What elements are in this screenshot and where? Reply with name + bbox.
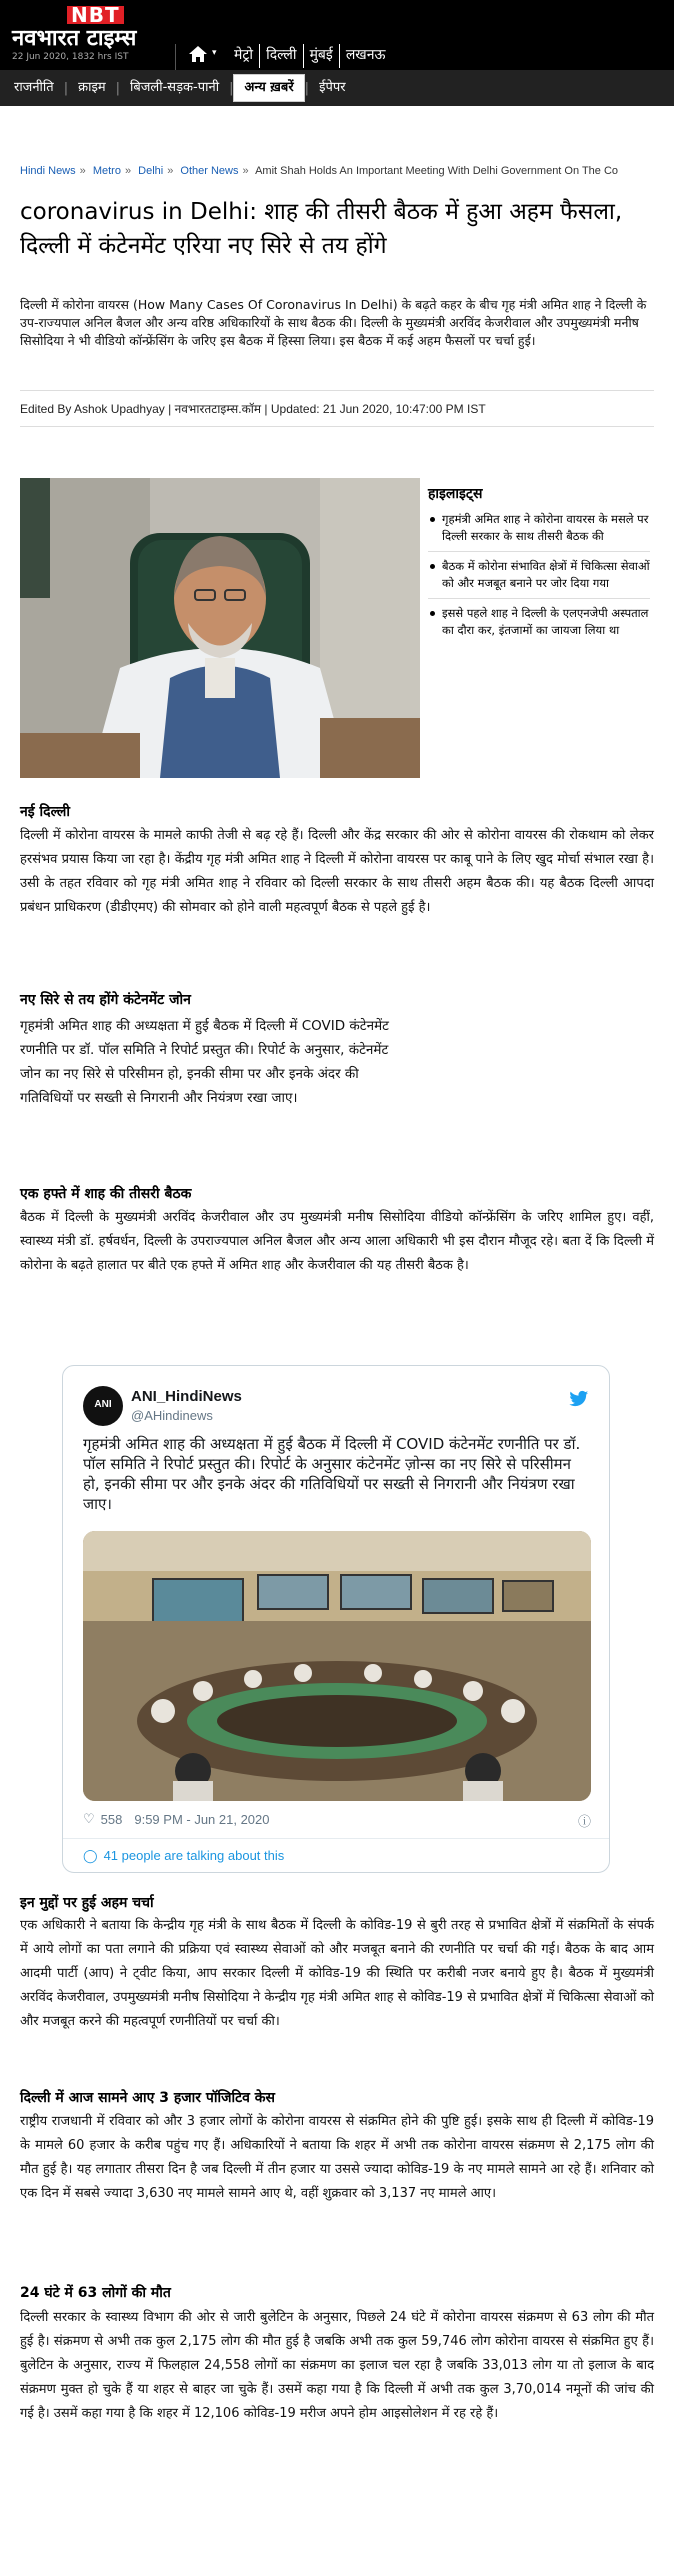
- tweet-conversation-link[interactable]: [63, 1838, 609, 1872]
- nav-separator: |: [229, 80, 234, 96]
- breadcrumb-other-news[interactable]: Other News: [180, 165, 239, 177]
- tweet-talking-count: 41 people are talking about this: [103, 1848, 285, 1863]
- section-heading: नई दिल्ली: [20, 804, 71, 820]
- section-tab-other-news[interactable]: अन्य ख़बरें: [233, 74, 304, 102]
- breadcrumb-hindi-news[interactable]: Hindi News: [20, 165, 76, 177]
- info-icon[interactable]: ⓘ: [577, 1814, 591, 1829]
- header-divider: [175, 44, 176, 70]
- author-link[interactable]: Ashok Upadhyay: [74, 402, 165, 416]
- article-summary: दिल्ली में कोरोना वायरस (How Many Cases Of Coronavirus In Delhi) के बढ़ते कहर के बीच गृह मंत्री अमित शाह ने दिल्ली के उप-राज्यपाल अनिल बैजल और अन्य वरिष्ठ अधिकारियों के साथ बैठक की। दिल्ली के मुख्यमंत्री अरविंद केजरीवाल और उपमुख्यमंत्री मनीष सिसोदिया ने भी वीडियो कॉन्फ्रेंसिंग के जरिए इस बैठक में हिस्सा लिया। इस बैठक में कई अहम फैसलों पर चर्चा हुई।: [20, 297, 647, 348]
- highlight-item: इससे पहले शाह ने दिल्ली के एलएनजेपी अस्पताल का दौरा कर, इंतजामों का जायजा लिया था: [428, 605, 650, 645]
- breadcrumb-delhi[interactable]: Delhi: [138, 165, 164, 177]
- site-logo[interactable]: [12, 3, 162, 56]
- breadcrumb-current: Amit Shah Holds An Important Meeting With Delhi Government On The Co: [255, 165, 619, 177]
- section-tab-crime[interactable]: क्राइम: [78, 80, 106, 95]
- tweet-author-name[interactable]: ANI_HindiNews: [131, 1388, 242, 1405]
- section-paragraph: दिल्ली सरकार के स्वास्थ्य विभाग की ओर से जारी बुलेटिन के अनुसार, पिछले 24 घंटे में कोरोना वायरस संक्रमण से 63 लोग की मौत हुई है। संक्रमण से अभी तक कुल 2,175 लोग की मौत हुई है जबकि अभी तक कुल 59,746 लोग कोरोना वायरस से संक्रमित हुए हैं। बुलेटिन के अनुसार, राज्य में फिलहाल 24,558 लोगों का संक्रमण का इलाज चल रहा है जबकि 33,013 लोग या तो इलाज के बाद संक्रमण मुक्त हो चुके हैं या शहर से बाहर जा चुके हैं। उसमें कहा गया है कि दिल्ली में अभी तक कुल 3,70,014 नमूनों की जांच की गई है। उसमें कहा गया है कि शहर में 12,106 कोविड-19 मरीज अपने होम आइसोलेशन में रह रहे हैं।: [20, 2310, 654, 2421]
- tweet-timestamp[interactable]: 9:59 PM - Jun 21, 2020: [134, 1811, 270, 1827]
- section-heading: एक हफ्ते में शाह की तीसरी बैठक: [20, 1186, 192, 1202]
- article-headline: coronavirus in Delhi: शाह की तीसरी बैठक में हुआ अहम फैसला, दिल्ली में कंटेनमेंट एरिया नए सिरे से तय होंगे: [20, 199, 623, 259]
- date-line: 22 Jun 2020, 1832 hrs IST: [12, 52, 129, 62]
- divider: [20, 426, 654, 427]
- section-paragraph: दिल्ली में कोरोना वायरस के मामले काफी तेजी से बढ़ रहे हैं। दिल्ली और केंद्र सरकार की ओर से कोरोना वायरस की रोकथाम को लेकर हरसंभव प्रयास किया जा रहा है। केंद्रीय गृह मंत्री अमित शाह ने दिल्ली में कोरोना वायरस पर काबू पाने के लिए खुद मोर्चा संभाल रखा है। उसी के तहत रविवार को गृह मंत्री अमित शाह ने रविवार को दिल्ली सरकार के साथ तीसरी अहम बैठक की। यह बैठक दिल्ली आपदा प्रबंधन प्राधिकरण (डीडीएमए) की सोमवार को होने वाली महत्वपूर्ण बैठक से पहले हुई है।: [20, 828, 654, 915]
- tweet-author-handle[interactable]: @AHindinews: [131, 1408, 213, 1423]
- section-tab-politics[interactable]: राजनीति: [14, 80, 54, 95]
- tweet-photo[interactable]: [83, 1531, 591, 1801]
- meeting-photo-illustration: [83, 1531, 591, 1801]
- logo-name: नवभारत टाइम्स: [12, 26, 137, 51]
- section-heading: दिल्ली में आज सामने आए 3 हजार पॉजिटिव केस: [20, 2090, 276, 2106]
- city-link-delhi[interactable]: दिल्ली: [260, 44, 304, 68]
- twitter-bird-icon[interactable]: [569, 1390, 589, 1408]
- city-link-lucknow[interactable]: लखनऊ: [345, 47, 386, 63]
- breadcrumb-metro[interactable]: Metro: [92, 165, 121, 177]
- section-heading: 24 घंटे में 63 लोगों की मौत: [20, 2285, 171, 2301]
- highlight-item: गृहमंत्री अमित शाह ने कोरोना वायरस के मसले पर दिल्ली सरकार के साथ तीसरी बैठक की: [428, 511, 650, 552]
- embedded-tweet[interactable]: [62, 1365, 610, 1873]
- highlight-item: बैठक में कोरोना संभावित क्षेत्रों में चिकित्सा सेवाओं को और मजबूत बनाने पर जोर दिया गया: [428, 558, 650, 599]
- nav-separator: |: [304, 80, 310, 96]
- section-heading: इन मुद्दों पर हुई अहम चर्चा: [20, 1895, 154, 1911]
- section-tab-epaper[interactable]: ईपेपर: [319, 80, 346, 95]
- tweet-avatar[interactable]: [83, 1386, 123, 1426]
- highlights-box: [428, 484, 650, 651]
- chevron-down-icon[interactable]: ▾: [212, 48, 217, 58]
- nav-separator: |: [63, 80, 69, 96]
- comment-icon: ◯: [83, 1847, 98, 1863]
- section-paragraph: गृहमंत्री अमित शाह की अध्यक्षता में हुई बैठक में दिल्ली में COVID कंटेनमेंट रणनीति पर डॉ. पॉल समिति ने रिपोर्ट प्रस्तुत की। रिपोर्ट के अनुसार, कंटेनमेंट जोन का नए सिरे से परिसीमन हो, इनकी सीमा पर और इनके अंदर की गतिविधियों पर सख्ती से निगरानी और नियंत्रण रखा जाए।: [20, 1018, 389, 1106]
- site-header: [0, 0, 674, 70]
- byline-prefix: Edited By: [20, 402, 72, 416]
- heart-icon[interactable]: ♡: [83, 1811, 95, 1826]
- tweet-meta: [83, 1811, 591, 1827]
- section-paragraph: एक अधिकारी ने बताया कि केन्द्रीय गृह मंत्री के साथ बैठक में दिल्ली के कोविड-19 से बुरी तरह से प्रभावित क्षेत्रों में संक्रमितों के संपर्क में आये लोगों का पता लगाने की प्रक्रिया एवं स्वास्थ्य सेवाओं को और मजबूत बनाने की रणनीति पर चर्चा की गई। बैठक के बाद आम आदमी पार्टी (आप) ने ट्वीट किया, आप सरकार दिल्ली में कोविड-19 की स्थिति पर करीबी नजर बनाये हुए है। बैठक में मुख्यमंत्री अरविंद केजरीवाल, उपमुख्यमंत्री मनीष सिसोदिया ने केन्द्रीय गृह मंत्री अमित शाह से कोविड-19 से प्रभावित क्षेत्रों में चिकित्सा सेवाओं को और मजबूत करने की महत्वपूर्ण रणनीतियों पर चर्चा की।: [20, 1918, 654, 2029]
- city-link-mumbai[interactable]: मुंबई: [304, 44, 340, 68]
- section-nav: [0, 70, 674, 106]
- lead-photo[interactable]: [20, 478, 420, 778]
- section-tab-civic[interactable]: बिजली-सड़क-पानी: [130, 80, 220, 95]
- section-paragraph: राष्ट्रीय राजधानी में रविवार को और 3 हजार लोगों के कोरोना वायरस से संक्रमित होने की पुष्टि हुई। इसके साथ ही दिल्ली में कोविड-19 के मामले 60 हजार के करीब पहुंच गए हैं। अधिकारियों ने बताया कि शहर में अभी तक कोरोना वायरस संक्रमण से 2,175 लोग की मौत हुई है। यह लगातार तीसरा दिन है जब दिल्ली में तीन हजार या उससे ज्यादा कोविड-19 के नए मामले सामने आ रहे हैं। शनिवार को एक दिन में सबसे ज्यादा 3,630 नए मामले सामने आए थे, वहीं शुक्रवार को 3,137 नए मामले आए।: [20, 2114, 654, 2201]
- nav-separator: |: [115, 80, 120, 96]
- byline: [20, 400, 654, 417]
- section-paragraph: बैठक में दिल्ली के मुख्यमंत्री अरविंद केजरीवाल और उप मुख्यमंत्री मनीष सिसोदिया वीडियो कॉन्फ्रेंसिंग के जरिए शामिल हुए। वहीं, स्वास्थ्य मंत्री डॉ. हर्षवर्धन, दिल्ली के उपराज्यपाल अनिल बैजल और अन्य आला अधिकारी भी इस दौरान मौजूद रहे। बता दें कि दिल्ली में कोरोना के बढ़ते हालात पर बीते एक हफ्ते में अमित शाह और केजरीवाल की यह तीसरी बैठक है।: [20, 1210, 654, 1273]
- section-heading: नए सिरे से तय होंगे कंटेनमेंट जोन: [20, 992, 191, 1008]
- city-nav: [228, 44, 392, 68]
- byline-meta: | नवभारतटाइम्स.कॉम | Updated: 21 Jun 2020, 10:47:00 PM IST: [164, 402, 486, 416]
- tweet-like-count: 558: [100, 1811, 123, 1827]
- city-link-metro[interactable]: मेट्रो: [228, 44, 260, 68]
- logo-nbt: NBT: [67, 6, 124, 24]
- avatar-label: ANI: [94, 1399, 112, 1410]
- home-icon[interactable]: [188, 45, 208, 63]
- breadcrumb: Hindi News » Metro » Delhi » Other News » Amit Shah Holds An Important Meeting With Delhi Government On The Co: [20, 165, 619, 177]
- highlights-title: हाइलाइट्स: [428, 486, 483, 502]
- divider: [20, 390, 654, 391]
- lead-photo-illustration: [20, 478, 420, 778]
- tweet-text: गृहमंत्री अमित शाह की अध्यक्षता में हुई बैठक में दिल्ली में COVID कंटेनमेंट रणनीति पर डॉ. पॉल समिति ने रिपोर्ट प्रस्तुत की। रिपोर्ट के अनुसार कंटेनमेंट ज़ोन्स का नए सिरे से परिसीमन हो, इनकी सीमा पर और इनके अंदर की गतिविधियों पर सख्ती से निगरानी और नियंत्रण रखा जाए।: [83, 1435, 581, 1513]
